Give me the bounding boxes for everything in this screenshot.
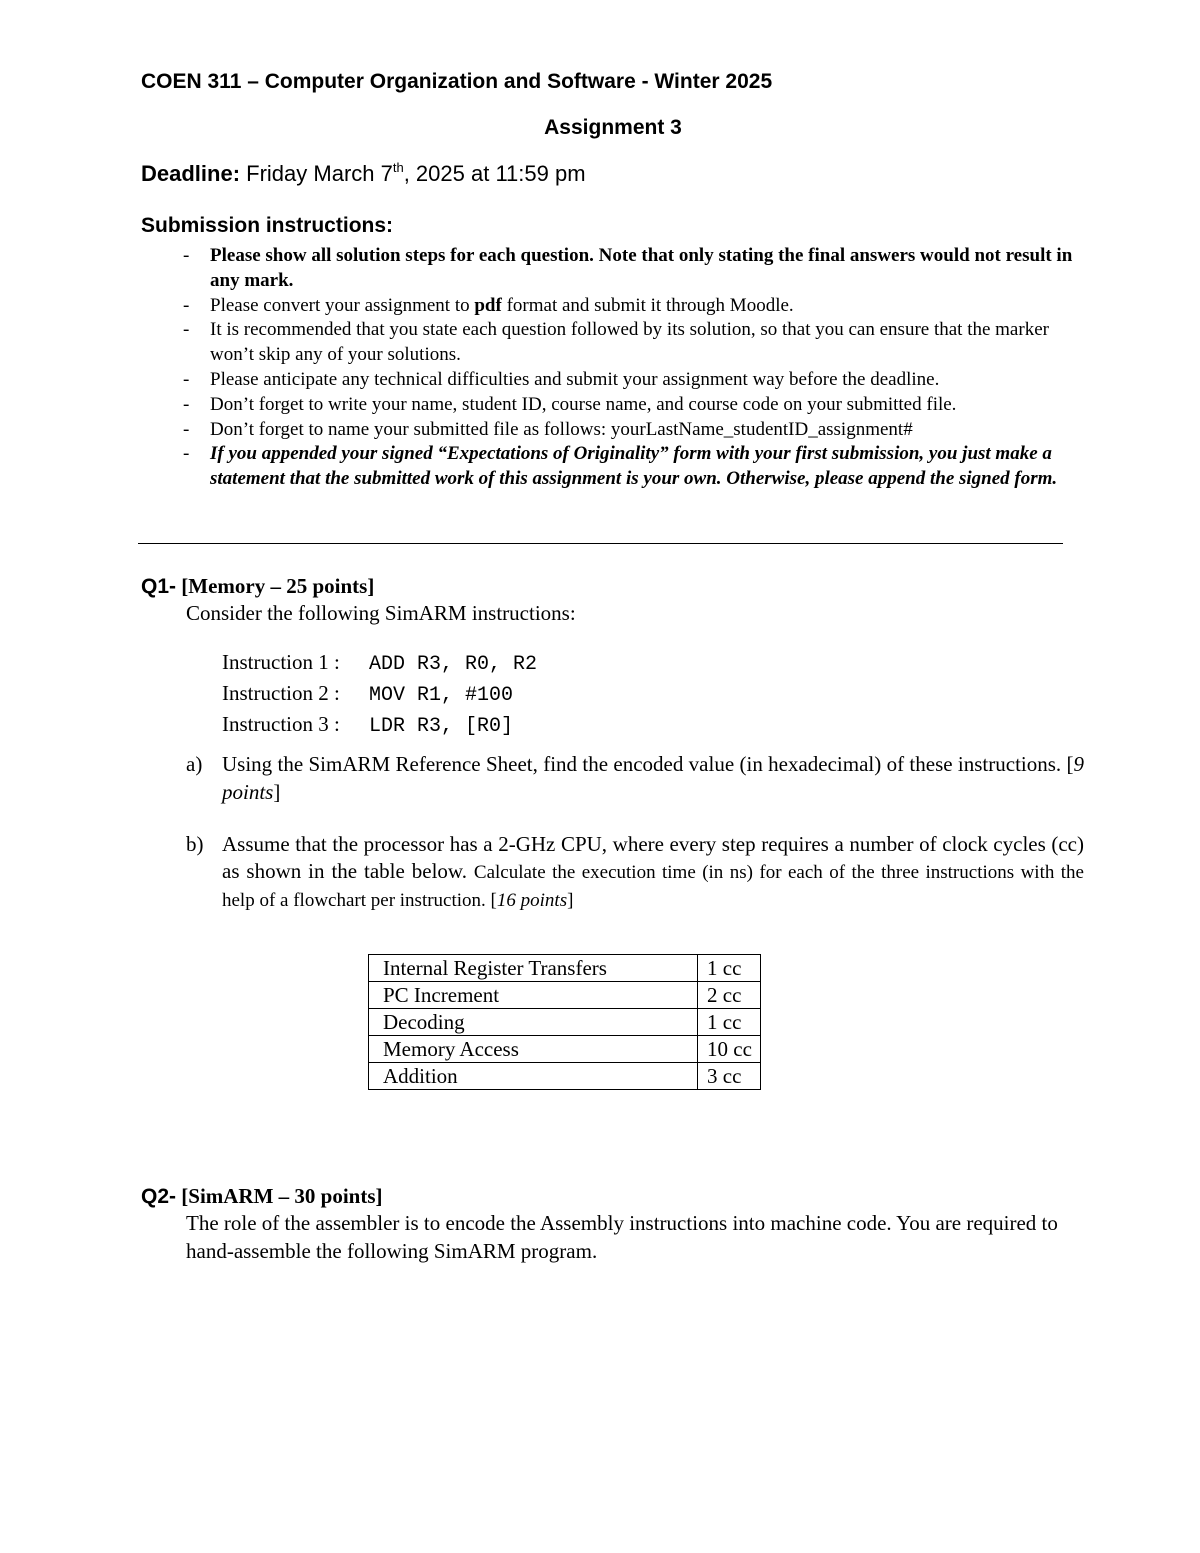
submission-instructions-list [183, 244, 1093, 492]
instruction-item [183, 418, 1093, 443]
table-cell-cycles: 10 cc [698, 1036, 761, 1063]
part-bracket: ] [273, 780, 281, 804]
deadline-date-suffix: th [392, 160, 404, 175]
part-points: 16 points [496, 890, 568, 911]
q1-heading [141, 574, 374, 599]
table-cell-cycles: 1 cc [698, 1009, 761, 1036]
deadline-year-time: , 2025 at 11:59 pm [403, 161, 586, 186]
q2-number: Q2- [141, 1185, 177, 1208]
q1-number: Q1- [141, 575, 177, 598]
part-points: 9 points [222, 752, 1084, 804]
part-text [222, 831, 1084, 914]
instruction-item [183, 442, 1093, 492]
instruction-text: It is recommended that you state each question followed by its solution, so that you can ensure that the marker won’t skip any of your solutions. [210, 319, 1049, 366]
q1-intro: Consider the following SimARM instructions: [186, 601, 576, 625]
table-row [369, 955, 761, 982]
table-row [369, 982, 761, 1009]
instruction-code: ADD R3, R0, R2 [369, 653, 538, 676]
table-row [369, 1036, 761, 1063]
assignment-title: Assignment 3 [544, 116, 682, 139]
q2-heading [141, 1184, 383, 1209]
list-dash: - [183, 294, 190, 316]
instruction-item [183, 318, 1093, 368]
part-label: b) [186, 832, 204, 856]
list-dash: - [183, 368, 190, 390]
instruction-item [183, 368, 1093, 393]
deadline-label: Deadline: [141, 161, 241, 186]
part-label: a) [186, 752, 203, 776]
instruction-code: MOV R1, #100 [369, 684, 514, 707]
table-cell-step: Addition [369, 1063, 698, 1090]
instruction-text: format and submit it through Moodle. [501, 294, 794, 316]
part-b-text-small: Calculate the execution time (in ns) for each of the three instructions with the help of a flowchart per instruction. [ [222, 862, 1084, 911]
table-row [369, 1063, 761, 1090]
instruction-text: Don’t forget to write your name, student ID, course name, and course code on your submitted file. [210, 393, 957, 415]
list-dash: - [183, 245, 190, 266]
instruction-label: Instruction 2 : [222, 681, 340, 705]
table-cell-cycles: 2 cc [698, 982, 761, 1009]
list-dash: - [183, 393, 190, 415]
instruction-listing [222, 648, 537, 741]
clock-cycle-table [368, 954, 761, 1090]
instruction-item [183, 393, 1093, 418]
q1-topic: [Memory – 25 points] [181, 574, 375, 598]
table-cell-step: Decoding [369, 1009, 698, 1036]
instruction-row [222, 648, 537, 679]
instruction-item [183, 244, 1093, 294]
deadline-date: Friday March 7 [240, 161, 393, 186]
part-b-text: Assume that the processor has a 2-GHz CPU, where every step requires a number of clock cycles (cc) as shown in the table below. [222, 832, 1084, 883]
part-a-text: Using the SimARM Reference Sheet, find the encoded value (in hexadecimal) of these instructions. [ [222, 752, 1074, 776]
instruction-row [222, 679, 537, 710]
instruction-text: If you appended your signed “Expectations of Originality” form with your first submission, you just make a statement that the submitted work of this assignment is your own. Otherwise, please append the signed form. [210, 443, 1058, 490]
instruction-label: Instruction 1 : [222, 650, 340, 674]
part-text [222, 750, 1084, 806]
instruction-text: Please anticipate any technical difficulties and submit your assignment way before the deadline. [210, 368, 940, 390]
section-divider [138, 543, 1063, 544]
table-cell-step: PC Increment [369, 982, 698, 1009]
submission-heading: Submission instructions: [141, 214, 394, 237]
instruction-text: Please convert your assignment to [210, 294, 475, 316]
instruction-emphasis: pdf [474, 294, 502, 316]
course-title: COEN 311 – Computer Organization and Software - Winter 2025 [141, 70, 773, 93]
list-dash: - [183, 443, 190, 465]
q1-part-b [186, 831, 1084, 914]
table-cell-cycles: 1 cc [698, 955, 761, 982]
instruction-text: Don’t forget to name your submitted file as follows: yourLastName_studentID_assignment# [210, 418, 913, 440]
q2-body: The role of the assembler is to encode the Assembly instructions into machine code. You are required to hand-assemble the following SimARM program. [186, 1211, 1058, 1263]
q1-part-a [186, 750, 1084, 806]
instruction-code: LDR R3, [R0] [369, 715, 514, 738]
instruction-row [222, 710, 537, 741]
list-dash: - [183, 418, 190, 440]
instruction-item [183, 294, 1093, 319]
list-dash: - [183, 319, 190, 341]
table-cell-cycles: 3 cc [698, 1063, 761, 1090]
table-cell-step: Internal Register Transfers [369, 955, 698, 982]
part-bracket: ] [567, 890, 574, 911]
deadline [141, 161, 586, 187]
table-cell-step: Memory Access [369, 1036, 698, 1063]
q2-topic: [SimARM – 30 points] [181, 1184, 383, 1208]
table-row [369, 1009, 761, 1036]
instruction-text: Please show all solution steps for each question. Note that only stating the final answers would not result in any mark. [210, 245, 1073, 291]
instruction-label: Instruction 3 : [222, 712, 340, 736]
